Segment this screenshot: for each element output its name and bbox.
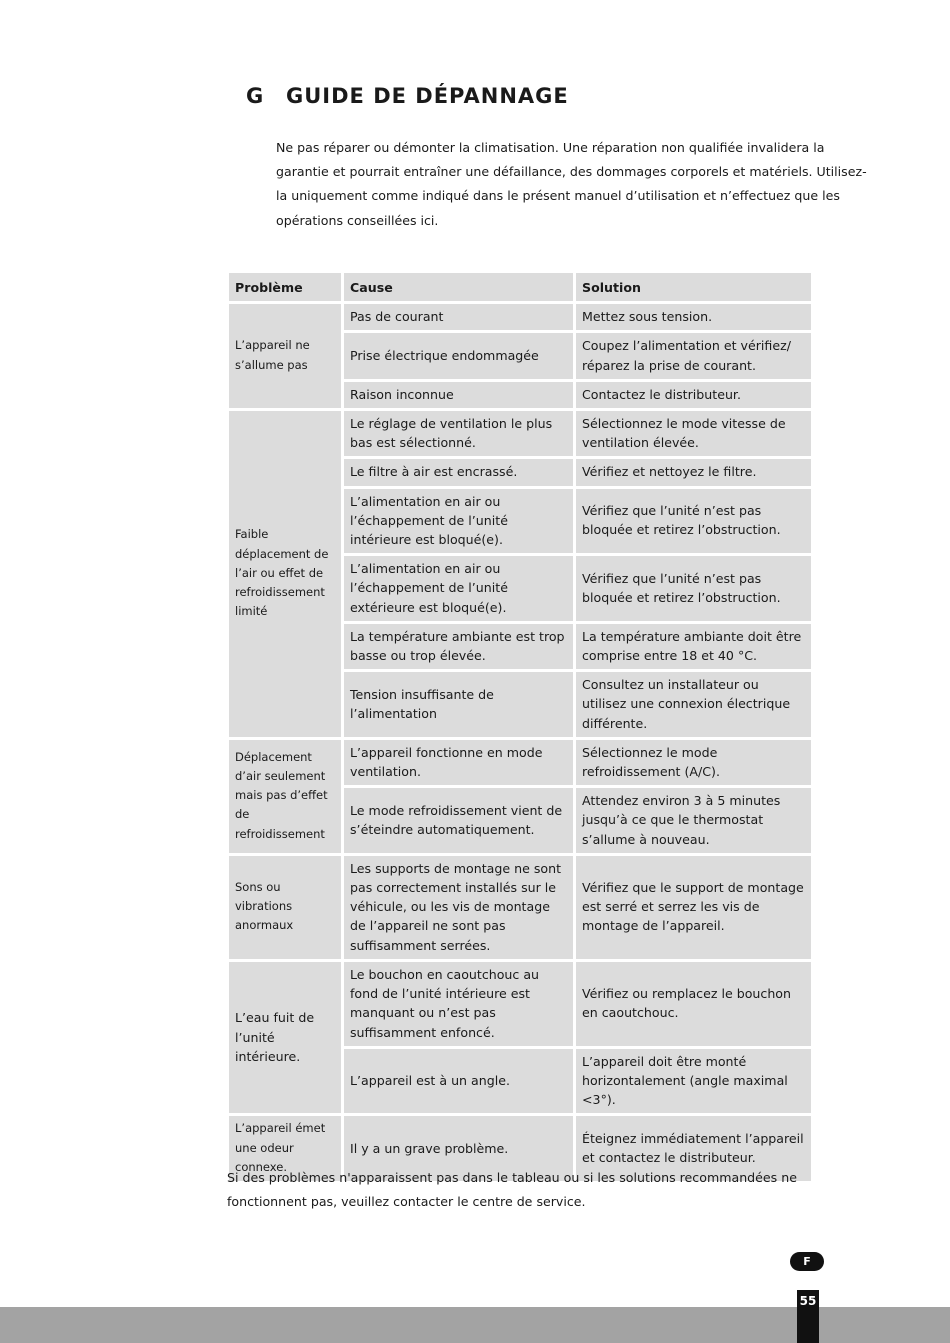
problem-cell: L’eau fuit de l’unité intérieure. [229, 962, 341, 1113]
table-row [229, 856, 811, 959]
header-solution: Solution [576, 273, 811, 301]
solution-cell: Vérifiez et nettoyez le filtre. [576, 459, 811, 485]
cause-cell: Tension insuffisante de l’alimentation [344, 672, 573, 737]
cause-cell: Les supports de montage ne sont pas correctement installés sur le véhicule, ou les vis de montage de l’appareil ne sont pas suffisamment serrées. [344, 856, 573, 959]
solution-cell: Mettez sous tension. [576, 304, 811, 330]
solution-cell: Attendez environ 3 à 5 minutes jusqu’à ce que le thermostat s’allume à nouveau. [576, 788, 811, 853]
header-problem: Problème [229, 273, 341, 301]
solution-cell: Consultez un installateur ou utilisez une connexion électrique différente. [576, 672, 811, 737]
solution-cell: Vérifiez que le support de montage est serré et serrez les vis de montage de l’appareil. [576, 856, 811, 959]
problem-cell: L’appareil émet une odeur connexe. [229, 1116, 341, 1181]
solution-cell: L’appareil doit être monté horizontalement (angle maximal <3°). [576, 1049, 811, 1114]
cause-cell: L’alimentation en air ou l’échappement de l’unité extérieure est bloqué(e). [344, 556, 573, 621]
solution-cell: Vérifiez ou remplacez le bouchon en caoutchouc. [576, 962, 811, 1046]
page-number: 55 [797, 1290, 819, 1343]
cause-cell: L’appareil est à un angle. [344, 1049, 573, 1114]
cause-cell: L’alimentation en air ou l’échappement de l’unité intérieure est bloqué(e). [344, 489, 573, 554]
section-title: GUIDE DE DÉPANNAGE [286, 84, 569, 108]
cause-cell: Le filtre à air est encrassé. [344, 459, 573, 485]
problem-cell: Déplacement d’air seulement mais pas d’effet de refroidissement [229, 740, 341, 853]
cause-cell: Le bouchon en caoutchouc au fond de l’unité intérieure est manquant ou n’est pas suffisamment enfoncé. [344, 962, 573, 1046]
problem-cell: Faible déplacement de l’air ou effet de refroidissement limité [229, 411, 341, 737]
troubleshooting-table [226, 270, 814, 1184]
intro-paragraph: Ne pas réparer ou démonter la climatisation. Une réparation non qualifiée invalidera la garantie et pourrait entraîner une défaillance, des dommages corporels et matériels. Utilisez-la uniquement comme indiqué dans le présent manuel d’utilisation et n’effectuez que les opérations conseillées ici. [276, 140, 867, 228]
solution-cell: Contactez le distributeur. [576, 382, 811, 408]
table-row [229, 304, 811, 330]
cause-cell: L’appareil fonctionne en mode ventilation. [344, 740, 573, 785]
cause-cell: Pas de courant [344, 304, 573, 330]
cause-cell: Il y a un grave problème. [344, 1116, 573, 1181]
section-heading [246, 84, 569, 108]
problem-cell: L’appareil ne s’allume pas [229, 304, 341, 408]
cause-cell: Le réglage de ventilation le plus bas est sélectionné. [344, 411, 573, 456]
solution-cell: Sélectionnez le mode vitesse de ventilation élevée. [576, 411, 811, 456]
solution-cell: La température ambiante doit être comprise entre 18 et 40 °C. [576, 624, 811, 669]
footer-note: Si des problèmes n'apparaissent pas dans le tableau ou si les solutions recommandées ne fonctionnent pas, veuillez contacter le centre de service. [227, 1170, 797, 1210]
solution-cell: Éteignez immédiatement l’appareil et contactez le distributeur. [576, 1116, 811, 1181]
table-row [229, 740, 811, 785]
header-cause: Cause [344, 273, 573, 301]
cause-cell: Prise électrique endommagée [344, 333, 573, 378]
solution-cell: Sélectionnez le mode refroidissement (A/C). [576, 740, 811, 785]
solution-cell: Vérifiez que l’unité n’est pas bloquée et retirez l’obstruction. [576, 489, 811, 554]
language-badge: F [790, 1252, 824, 1271]
table-header-row [229, 273, 811, 301]
cause-cell: La température ambiante est trop basse ou trop élevée. [344, 624, 573, 669]
solution-cell: Coupez l’alimentation et vérifiez/ réparez la prise de courant. [576, 333, 811, 378]
problem-cell: Sons ou vibrations anormaux [229, 856, 341, 959]
section-letter: G [246, 84, 265, 108]
table-row [229, 411, 811, 456]
solution-cell: Vérifiez que l’unité n’est pas bloquée et retirez l’obstruction. [576, 556, 811, 621]
cause-cell: Raison inconnue [344, 382, 573, 408]
cause-cell: Le mode refroidissement vient de s’éteindre automatiquement. [344, 788, 573, 853]
table-row [229, 962, 811, 1046]
